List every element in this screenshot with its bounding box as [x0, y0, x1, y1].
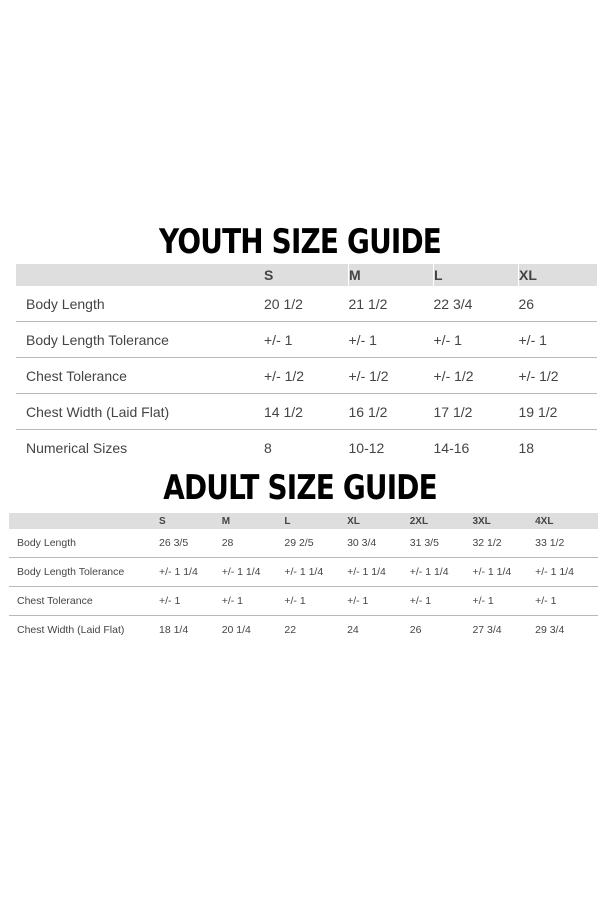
table-cell: 16 1/2 [349, 394, 434, 430]
row-label: Numerical Sizes [26, 439, 128, 456]
header-cell-l: L [434, 264, 519, 286]
table-cell: 20 1/4 [221, 624, 251, 636]
table-row [16, 430, 597, 466]
table-cell: 26 3/5 [159, 529, 222, 558]
header-cell-label [16, 264, 264, 286]
table-cell: 33 1/2 [535, 529, 598, 558]
table-cell: 29 2/5 [284, 529, 347, 558]
table-cell: 17 1/2 [434, 394, 519, 430]
table-cell: +/- 1 1/4 [222, 558, 285, 587]
row-label: Body Length Tolerance [9, 558, 159, 587]
table-cell: 31 3/5 [410, 529, 473, 558]
header-cell-label [9, 513, 159, 529]
row-label: Chest Tolerance [16, 358, 264, 394]
table-cell: +/- 1 [347, 587, 410, 616]
table-cell: 18 [518, 439, 535, 456]
header-cell-m: M [349, 264, 434, 286]
table-cell: 14 1/2 [264, 394, 349, 430]
youth-size-table [16, 264, 597, 465]
table-cell: +/- 1 1/4 [410, 558, 473, 587]
table-cell: 10-12 [348, 439, 385, 456]
header-cell-3xl: 3XL [472, 513, 535, 529]
row-label: Body Length Tolerance [16, 322, 264, 358]
header-cell-2xl: 2XL [410, 513, 473, 529]
table-row [16, 358, 597, 394]
table-cell: +/- 1 [159, 587, 222, 616]
table-cell: 8 [264, 439, 272, 456]
table-cell: 28 [222, 529, 285, 558]
row-label: Chest Width (Laid Flat) [16, 394, 264, 430]
header-cell-m: M [222, 513, 285, 529]
row-label: Body Length [16, 286, 264, 322]
header-cell-xl: XL [347, 513, 410, 529]
table-cell: 22 3/4 [434, 286, 519, 322]
table-row [9, 558, 598, 587]
table-cell: 27 3/4 [472, 624, 502, 636]
table-cell: 22 [284, 624, 297, 636]
table-cell: +/- 1 [284, 587, 347, 616]
table-cell: 19 1/2 [519, 394, 598, 430]
table-cell: +/- 1/2 [349, 358, 434, 394]
table-cell: +/- 1 1/4 [535, 558, 598, 587]
row-label: Chest Tolerance [9, 587, 159, 616]
youth-size-guide-title: YOUTH SIZE GUIDE [159, 222, 441, 262]
table-cell: +/- 1/2 [264, 358, 349, 394]
table-cell: 26 [519, 286, 598, 322]
table-cell: +/- 1 [349, 322, 434, 358]
header-cell-xl: XL [519, 264, 598, 286]
table-cell: 29 3/4 [535, 624, 565, 636]
table-cell: +/- 1 1/4 [159, 558, 222, 587]
table-row [9, 587, 598, 616]
table-row [16, 286, 597, 322]
table-row [16, 322, 597, 358]
table-cell: +/- 1 [472, 587, 535, 616]
adult-size-table [9, 513, 598, 644]
table-cell: 30 3/4 [347, 529, 410, 558]
header-cell-s: S [264, 264, 349, 286]
table-cell: +/- 1 [264, 322, 349, 358]
table-cell: 20 1/2 [264, 286, 349, 322]
table-cell: 24 [347, 624, 359, 636]
row-label: Chest Width (Laid Flat) [17, 624, 125, 636]
table-cell: +/- 1/2 [434, 358, 519, 394]
table-cell: +/- 1 1/4 [472, 558, 535, 587]
table-row [9, 529, 598, 558]
table-cell: +/- 1 1/4 [347, 558, 410, 587]
table-cell: +/- 1/2 [519, 358, 598, 394]
table-cell: +/- 1 [535, 587, 598, 616]
header-cell-l: L [284, 513, 347, 529]
table-cell: 32 1/2 [472, 529, 535, 558]
table-cell: 26 [409, 624, 422, 636]
table-cell: +/- 1 [434, 322, 519, 358]
adult-size-guide-title: ADULT SIZE GUIDE [163, 468, 437, 508]
table-cell: 14-16 [433, 439, 470, 456]
table-cell: +/- 1 [410, 587, 473, 616]
table-header-row [16, 264, 597, 286]
row-label: Body Length [9, 529, 159, 558]
table-cell: +/- 1 [519, 322, 598, 358]
table-cell: 18 1/4 [159, 624, 189, 636]
table-row [9, 616, 598, 645]
header-cell-4xl: 4XL [535, 513, 598, 529]
table-row [16, 394, 597, 430]
header-cell-s: S [159, 513, 222, 529]
table-cell: 21 1/2 [349, 286, 434, 322]
table-cell: +/- 1 1/4 [284, 558, 347, 587]
table-cell: +/- 1 [222, 587, 285, 616]
table-header-row [9, 513, 598, 529]
